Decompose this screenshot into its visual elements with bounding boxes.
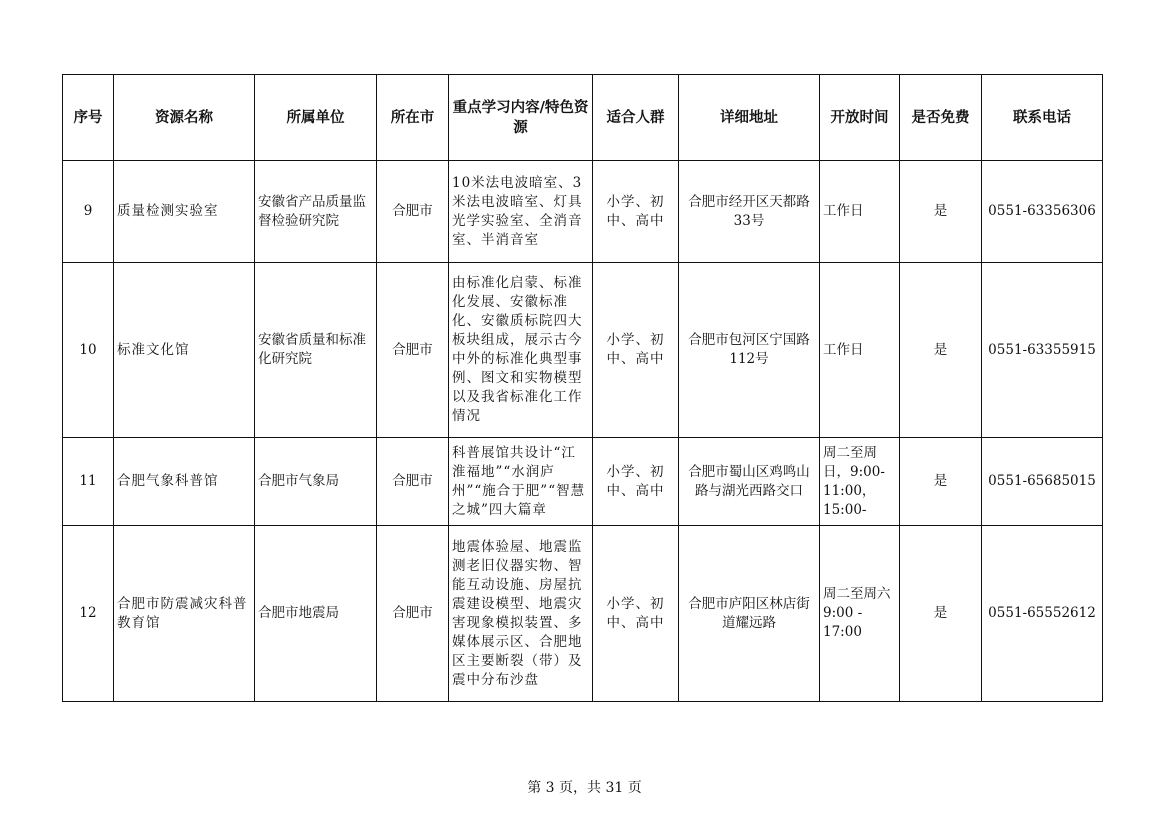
page-number: 第 3 页，共 31 页 [527,780,642,796]
cell-phone: 0551-65552612 [982,526,1103,702]
header-cell-name: 资源名称 [114,75,255,161]
header-row [63,75,1103,161]
cell-content: 由标准化启蒙、标准化发展、安徽标准化、安徽质标院四大板块组成，展示古今中外的标准化典型事例、图文和实物模型以及我省标准化工作情况 [449,263,593,438]
cell-city: 合肥市 [377,263,449,438]
cell-no: 10 [63,263,114,438]
cell-audience: 小学、初中、高中 [593,526,679,702]
cell-free: 是 [900,263,982,438]
header-cell-address: 详细地址 [679,75,820,161]
cell-content: 10米法电波暗室、3米法电波暗室、灯具光学实验室、全消音室、半消音室 [449,161,593,263]
cell-city: 合肥市 [377,438,449,526]
header-cell-phone: 联系电话 [982,75,1103,161]
cell-content: 地震体验屋、地震监测老旧仪器实物、智能互动设施、房屋抗震建设模型、地震灾害现象模拟装置、多媒体展示区、合肥地区主要断裂（带）及震中分布沙盘 [449,526,593,702]
cell-hours: 周二至周六 9:00 - 17:00 [820,526,900,702]
cell-unit: 安徽省产品质量监督检验研究院 [255,161,377,263]
resource-table [62,74,1103,702]
cell-unit: 安徽省质量和标准化研究院 [255,263,377,438]
cell-no: 9 [63,161,114,263]
cell-free: 是 [900,526,982,702]
cell-phone: 0551-63355915 [982,263,1103,438]
cell-unit: 合肥市气象局 [255,438,377,526]
header-cell-unit: 所属单位 [255,75,377,161]
cell-content: 科普展馆共设计“江淮福地”“水润庐州”“施合于肥”“智慧之城”四大篇章 [449,438,593,526]
header-cell-city: 所在市 [377,75,449,161]
cell-address: 合肥市庐阳区林店街道耀远路 [679,526,820,702]
cell-free: 是 [900,438,982,526]
header-cell-no: 序号 [63,75,114,161]
cell-address: 合肥市包河区宁国路112号 [679,263,820,438]
cell-city: 合肥市 [377,161,449,263]
cell-hours: 工作日 [820,161,900,263]
cell-name: 质量检测实验室 [114,161,255,263]
cell-phone: 0551-65685015 [982,438,1103,526]
header-cell-audience: 适合人群 [593,75,679,161]
cell-phone: 0551-63356306 [982,161,1103,263]
cell-hours: 工作日 [820,263,900,438]
cell-name: 合肥气象科普馆 [114,438,255,526]
cell-free: 是 [900,161,982,263]
cell-audience: 小学、初中、高中 [593,438,679,526]
cell-city: 合肥市 [377,526,449,702]
cell-audience: 小学、初中、高中 [593,263,679,438]
table-row [63,161,1103,263]
header-cell-hours: 开放时间 [820,75,900,161]
cell-name: 标准文化馆 [114,263,255,438]
cell-no: 11 [63,438,114,526]
cell-hours: 周二至周日，9:00-11:00，15:00- [820,438,900,526]
cell-name: 合肥市防震减灾科普教育馆 [114,526,255,702]
header-cell-content: 重点学习内容/特色资源 [449,75,593,161]
table-row [63,526,1103,702]
cell-unit: 合肥市地震局 [255,526,377,702]
cell-no: 12 [63,526,114,702]
cell-audience: 小学、初中、高中 [593,161,679,263]
table-row [63,438,1103,526]
header-cell-free: 是否免费 [900,75,982,161]
cell-address: 合肥市经开区天都路33号 [679,161,820,263]
cell-address: 合肥市蜀山区鸡鸣山路与湖光西路交口 [679,438,820,526]
table-row [63,263,1103,438]
